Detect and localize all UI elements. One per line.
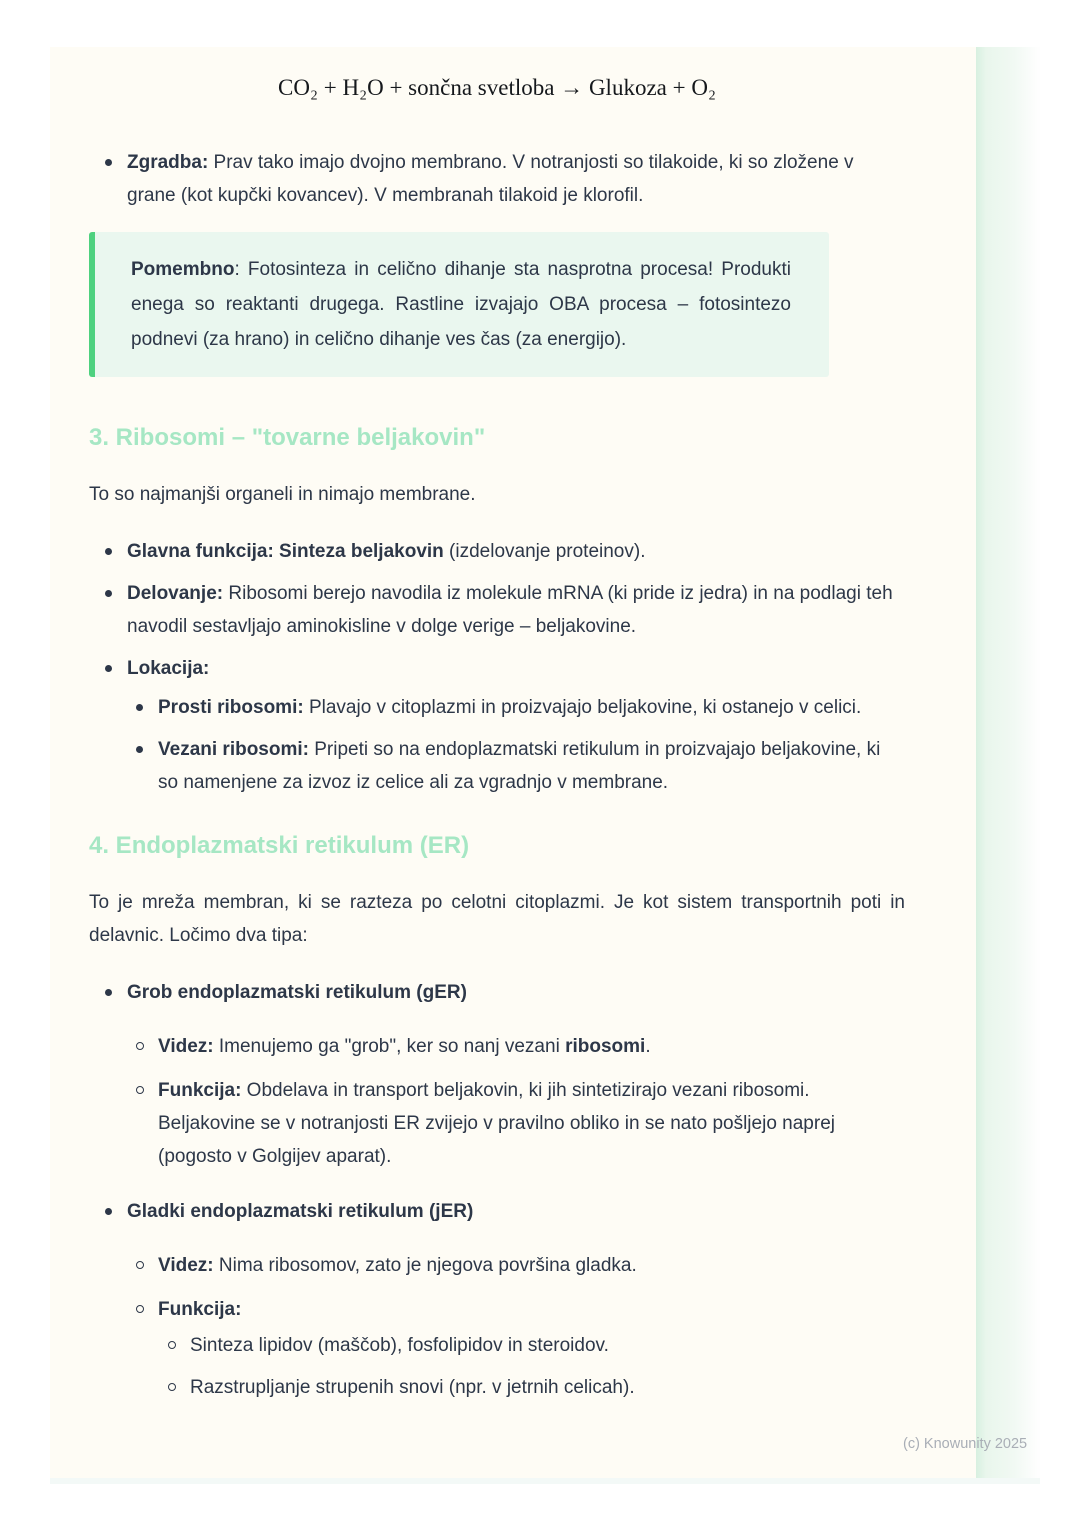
disc-bullet-icon: [105, 159, 112, 166]
section-4-intro: To je mreža membran, ki se razteza po celotni citoplazmi. Je kot sistem transportnih poti in delavnic. Ločimo dva tipa:: [89, 892, 905, 946]
bold-text: Prosti ribosomi:: [158, 697, 304, 718]
body-text: Plavajo v citoplazmi in proizvajajo beljakovine, ki ostanejo v celici.: [303, 697, 862, 718]
section-3-list: [89, 535, 905, 799]
circle-bullet-icon: [136, 1086, 144, 1094]
body-text: Obdelava in transport beljakovin, ki jih sintetizirajo vezani ribosomi. Beljakovine se v notranjosti ER zvijejo v pravilno obliko in se nato pošljejo naprej (pogosto v Golgijev aparat).: [158, 1080, 835, 1167]
disc-bullet-icon: [105, 989, 112, 996]
bold-text: Videz:: [158, 1036, 214, 1057]
disc-bullet-icon: [136, 704, 143, 711]
footer-credit: (c) Knowunity 2025: [903, 1436, 1028, 1452]
list-item: [89, 577, 905, 643]
section-3-heading: 3. Ribosomi – "tovarne beljakovin": [89, 424, 486, 451]
section-3-intro: To so najmanjši organeli in nimajo membrane.: [89, 484, 476, 505]
list-item: [89, 1030, 905, 1063]
page-bottom-seam: [50, 1478, 1040, 1484]
circle-bullet-icon: [168, 1341, 176, 1349]
page-content: [89, 47, 905, 1404]
list-item: [89, 733, 905, 799]
section-4-heading: 4. Endoplazmatski retikulum (ER): [89, 832, 470, 859]
body-text: Prav tako imajo dvojno membrano. V notranjosti so tilakoide, ki so zložene v grane (kot kupčki kovancev). V membranah tilakoid je klorofil.: [127, 152, 854, 206]
bold-text: Funkcija:: [158, 1080, 242, 1101]
green-accent-strip: [976, 47, 1040, 1478]
bold-text: Funkcija:: [158, 1299, 242, 1320]
disc-bullet-icon: [136, 746, 143, 753]
list-item: [89, 1293, 905, 1326]
list-item: [89, 1371, 905, 1404]
body-text: Pripeti so na endoplazmatski retikulum in proizvajajo beljakovine, ki so namenjene za izvoz iz celice ali za vgradnjo v membrane.: [158, 739, 881, 793]
circle-bullet-icon: [136, 1305, 144, 1313]
disc-bullet-icon: [105, 548, 112, 555]
photosynthesis-equation: CO₂ + H₂O + sončna svetloba → Glukoza + O₂: [278, 75, 716, 100]
disc-bullet-icon: [105, 590, 112, 597]
list-item: [89, 1195, 905, 1228]
body-text: Razstrupljanje strupenih snovi (npr. v jetrnih celicah).: [190, 1377, 635, 1398]
list-item: [89, 146, 905, 212]
list-item: [89, 652, 905, 685]
bold-text: Grob endoplazmatski retikulum (gER): [127, 982, 467, 1003]
body-text: .: [645, 1036, 651, 1057]
disc-bullet-icon: [105, 1208, 112, 1215]
body-text: Ribosomi berejo navodila iz molekule mRNA (ki pride iz jedra) in na podlagi teh navodil sestavljajo aminokisline v dolge verige – beljakovine.: [127, 583, 893, 637]
body-text: Imenujemo ga "grob", ker so nanj vezani: [213, 1036, 566, 1057]
list-item: [89, 1074, 905, 1173]
body-text: Sinteza lipidov (maščob), fosfolipidov in steroidov.: [190, 1335, 609, 1356]
body-text: Nima ribosomov, zato je njegova površina gladka.: [213, 1255, 637, 1276]
list-item: [89, 691, 905, 724]
list-item: [89, 1329, 905, 1362]
bold-text: Vezani ribosomi:: [158, 739, 309, 760]
list-item: [89, 1249, 905, 1282]
bold-text: Zgradba:: [127, 152, 209, 173]
circle-bullet-icon: [136, 1042, 144, 1050]
bold-text: Gladki endoplazmatski retikulum (jER): [127, 1201, 474, 1222]
disc-bullet-icon: [105, 665, 112, 672]
circle-bullet-icon: [168, 1383, 176, 1391]
list-item: [89, 535, 905, 568]
document-page: [50, 47, 1040, 1478]
intro-bullet-list: [89, 146, 905, 212]
bold-text: Pomembno: [131, 259, 235, 280]
section-4-list: [89, 976, 905, 1404]
body-text: (izdelovanje proteinov).: [443, 541, 646, 562]
circle-bullet-icon: [136, 1261, 144, 1269]
bold-text: Glavna funkcija: Sinteza beljakovin: [127, 541, 444, 562]
body-text: : Fotosinteza in celično dihanje sta nasprotna procesa! Produkti enega so reaktanti drugega. Rastline izvajajo OBA procesa – fotosintezo podnevi (za hrano) in celično dihanje ves čas (za energijo).: [131, 259, 791, 350]
bold-text: Videz:: [158, 1255, 214, 1276]
bold-text: ribosomi: [565, 1036, 646, 1057]
bold-text: Lokacija:: [127, 658, 210, 679]
list-item: [89, 976, 905, 1009]
bold-text: Delovanje:: [127, 583, 224, 604]
important-callout: [89, 232, 829, 377]
